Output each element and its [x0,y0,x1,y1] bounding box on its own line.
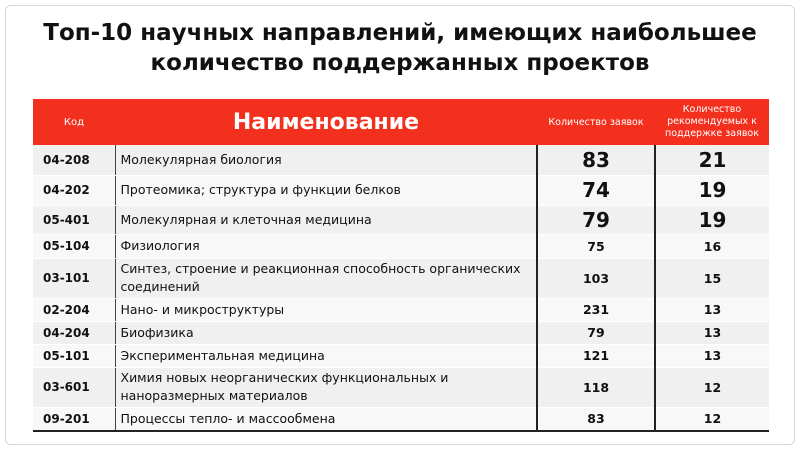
row-name: Биофизика [115,321,537,344]
row-code: 04-208 [33,145,115,175]
row-applications: 74 [537,175,655,205]
row-name: Экспериментальная медицина [115,344,537,367]
table-row [33,234,769,258]
row-recommended: 12 [655,407,769,431]
row-recommended: 19 [655,175,769,205]
header-recommended: Количество рекомендуемых к поддержке заявок [665,104,759,139]
row-recommended: 21 [655,145,769,175]
row-name: Молекулярная и клеточная медицина [115,205,537,234]
row-recommended: 13 [655,321,769,344]
row-code: 04-204 [33,321,115,344]
row-recommended: 15 [655,258,769,298]
row-code: 05-101 [33,344,115,367]
row-name: Нано- и микроструктуры [115,298,537,321]
row-name: Синтез, строение и реакционная способность органических соединений [115,258,537,298]
row-name: Протеомика; структура и функции белков [115,175,537,205]
table-row [33,298,769,321]
title-line-2: количество поддержанных проектов [150,50,650,76]
header-applications: Количество заявок [548,116,644,128]
row-recommended: 13 [655,298,769,321]
row-code: 02-204 [33,298,115,321]
header-name: Наименование [232,109,420,135]
row-name: Физиология [115,234,537,258]
row-code: 05-104 [33,234,115,258]
table-row [33,175,769,205]
table-row [33,407,769,431]
title-line-1: Топ-10 научных направлений, имеющих наибольшее [43,20,757,46]
row-code: 03-101 [33,258,115,298]
projects-table [33,99,769,432]
row-name: Процессы тепло- и массообмена [115,407,537,431]
table-row [33,344,769,367]
row-applications: 83 [537,145,655,175]
row-applications: 75 [537,234,655,258]
row-applications: 231 [537,298,655,321]
row-recommended: 12 [655,367,769,407]
row-applications: 79 [537,205,655,234]
row-applications: 83 [537,407,655,431]
row-code: 09-201 [33,407,115,431]
table-header-row [33,99,769,145]
table-row [33,367,769,407]
header-code: Код [63,116,85,128]
row-code: 05-401 [33,205,115,234]
table-row [33,145,769,175]
row-name: Химия новых неорганических функциональных и наноразмерных материалов [115,367,537,407]
row-applications: 79 [537,321,655,344]
row-recommended: 13 [655,344,769,367]
table-row [33,321,769,344]
row-code: 03-601 [33,367,115,407]
row-code: 04-202 [33,175,115,205]
row-applications: 121 [537,344,655,367]
page-title [0,18,800,78]
table-row [33,258,769,298]
row-applications: 103 [537,258,655,298]
row-name: Молекулярная биология [115,145,537,175]
row-applications: 118 [537,367,655,407]
row-recommended: 19 [655,205,769,234]
row-recommended: 16 [655,234,769,258]
table-row [33,205,769,234]
